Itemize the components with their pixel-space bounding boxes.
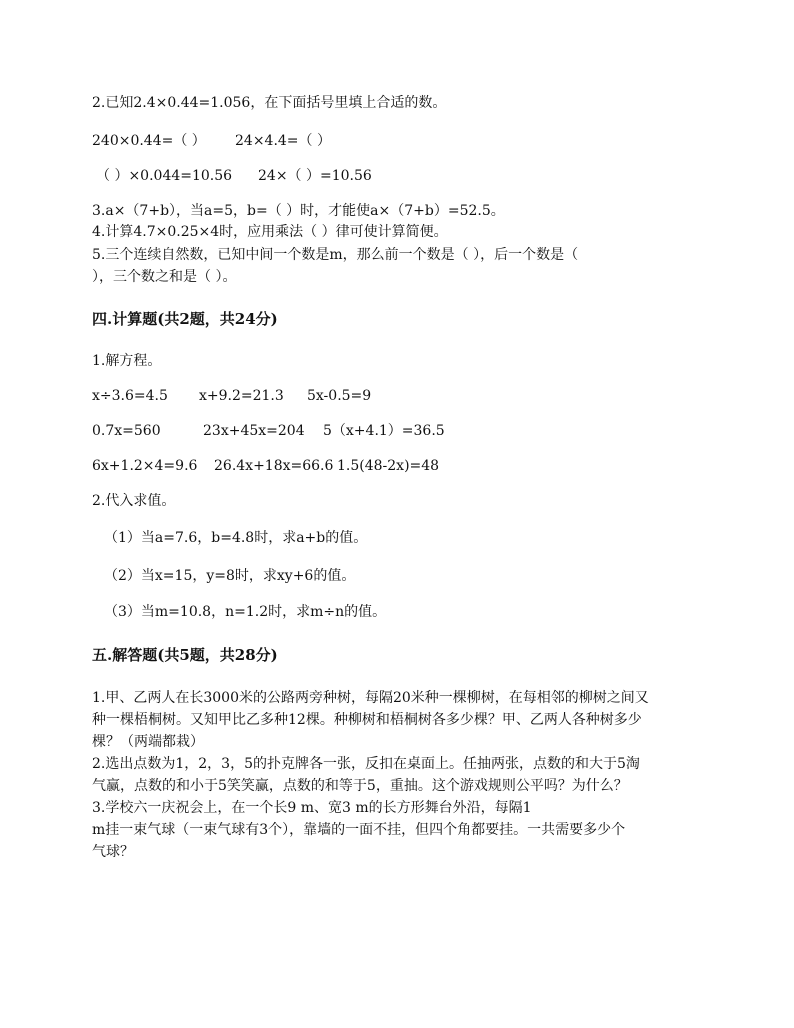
- substitution-item-3: （3）当m=10.8，n=1.2时，求m÷n的值。: [104, 604, 387, 620]
- substitution-item-1: （1）当a=7.6，b=4.8时，求a+b的值。: [104, 530, 368, 546]
- problem-2-line1: 2.选出点数为1，2，3，5的扑克牌各一张，反扣在桌面上。任抽两张，点数的和大于5淘: [92, 756, 640, 772]
- section4-heading: 四.计算题(共2题，共24分): [92, 310, 278, 328]
- equation: 23x+45x=204: [203, 423, 305, 439]
- problem-3-line3: 气球？: [92, 844, 134, 860]
- substitution-item-2: （2）当x=15，y=8时，求xy+6的值。: [104, 568, 356, 584]
- q2-intro: 2.已知2.4×0.44=1.056，在下面括号里填上合适的数。: [92, 95, 447, 111]
- substitution-title: 2.代入求值。: [92, 493, 176, 509]
- equation: x+9.2=21.3: [199, 388, 284, 404]
- equation: 6x+1.2×4=9.6: [92, 458, 198, 474]
- equation: 5（x+4.1）=36.5: [323, 423, 445, 439]
- problem-3-line1: 3.学校六一庆祝会上，在一个长9 m、宽3 m的长方形舞台外沿，每隔1: [92, 800, 532, 816]
- q5-text-line2: ），三个数之和是（ ）。: [92, 269, 237, 285]
- equation: 26.4x+18x=66.6: [214, 458, 334, 474]
- equation: 0.7x=560: [92, 423, 161, 439]
- equation: 1.5(48-2x)=48: [337, 458, 440, 474]
- q2-blank-3: （ ）×0.044=10.56: [96, 168, 233, 184]
- solve-equations-title: 1.解方程。: [92, 353, 162, 369]
- equation: x÷3.6=4.5: [92, 388, 168, 404]
- problem-1-line3: 棵？（两端都栽）: [92, 734, 204, 750]
- q2-blank-4: 24×（ ）=10.56: [258, 168, 372, 184]
- problem-1-line2: 种一棵梧桐树。又知甲比乙多种12棵。种柳树和梧桐树各多少棵？甲、乙两人各种树多少: [92, 712, 642, 728]
- q2-blank-1: 240×0.44=（ ）: [92, 133, 206, 149]
- problem-1-line1: 1.甲、乙两人在长3000米的公路两旁种树，每隔20米种一棵柳树，在每相邻的柳树之间又: [92, 690, 649, 706]
- problem-3-line2: m挂一束气球（一束气球有3个），靠墙的一面不挂，但四个角都要挂。一共需要多少个: [92, 822, 626, 838]
- q2-blank-2: 24×4.4=（ ）: [235, 133, 331, 149]
- q5-text-line1: 5.三个连续自然数，已知中间一个数是m，那么前一个数是（ ），后一个数是（: [92, 247, 579, 263]
- q3-text: 3.a×（7+b），当a=5，b=（ ）时，才能使a×（7+b）=52.5。: [92, 203, 505, 219]
- q4-text: 4.计算4.7×0.25×4时，应用乘法（ ）律可使计算简便。: [92, 224, 448, 240]
- problem-2-line2: 气赢，点数的和小于5笑笑赢，点数的和等于5，重抽。这个游戏规则公平吗？为什么？: [92, 778, 628, 794]
- section5-heading: 五.解答题(共5题，共28分): [92, 646, 278, 664]
- equation: 5x-0.5=9: [307, 388, 372, 404]
